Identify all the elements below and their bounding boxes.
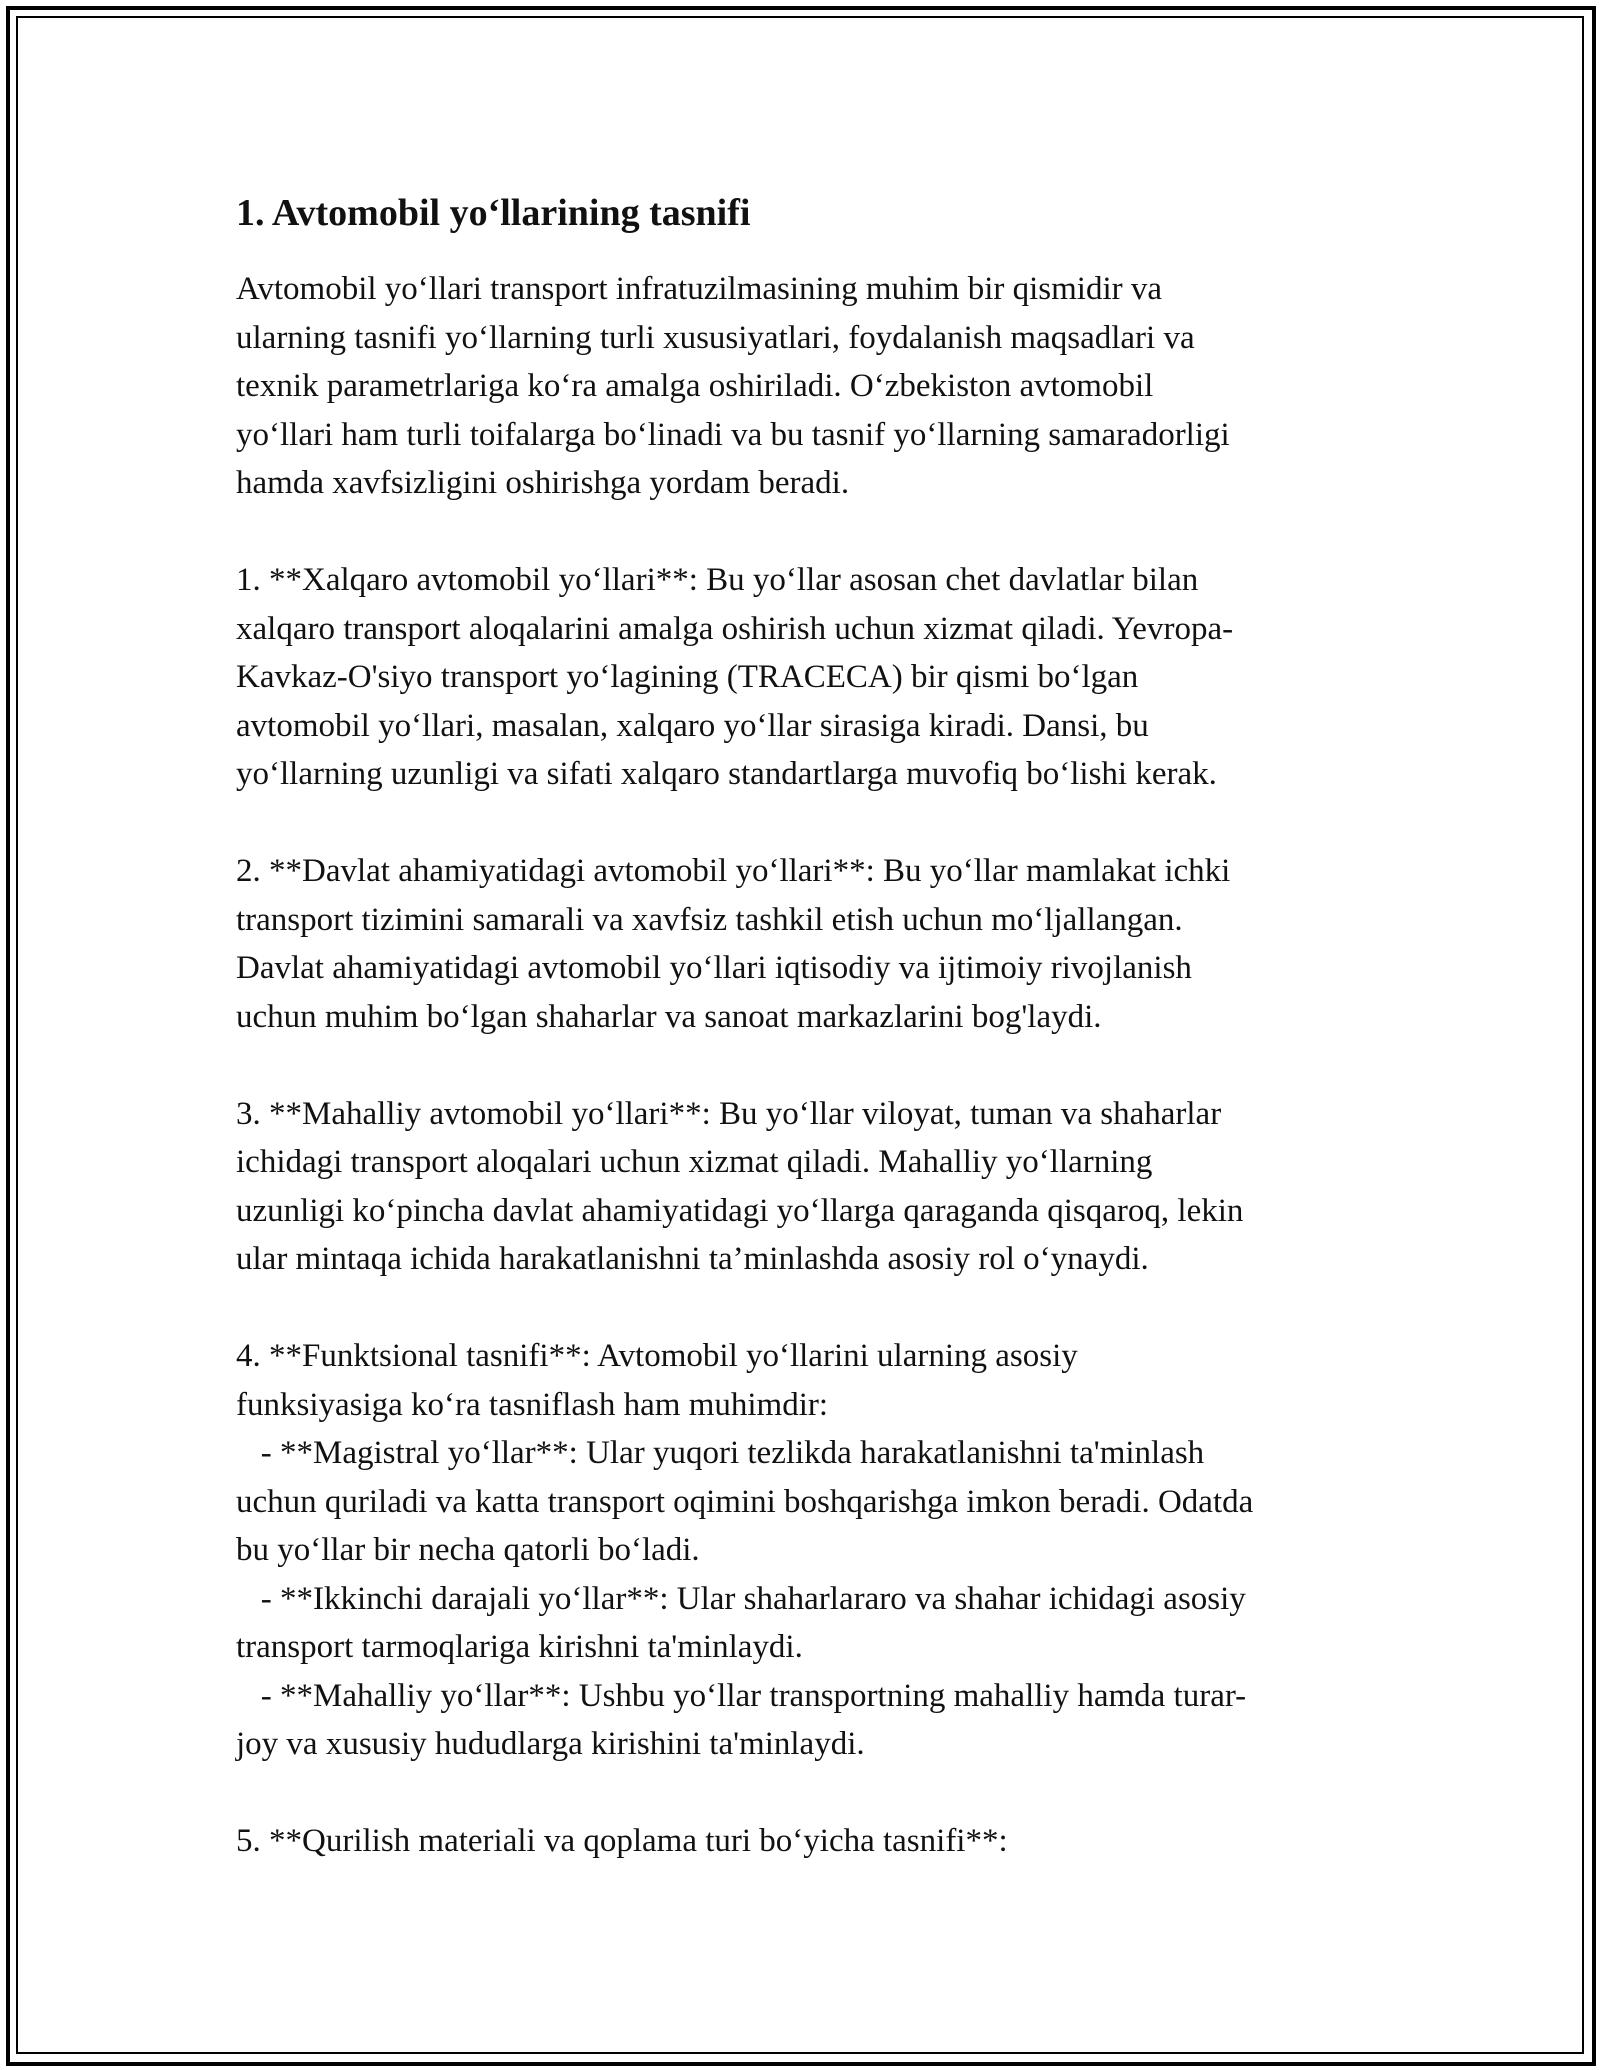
text-line: uchun quriladi va katta transport oqimini boshqarishga imkon beradi. Odatda <box>236 1483 1254 1520</box>
text-line: bu yo‘llar bir necha qatorli bo‘ladi. <box>236 1532 700 1568</box>
text-line: yo‘llari ham turli toifalarga bo‘linadi va bu tasnif yo‘llarning samaradorligi <box>236 416 1230 453</box>
list-item-material-classification <box>236 1817 1376 1866</box>
text-line: ularning tasnifi yo‘llarning turli xususiyatlari, foydalanish maqsadlari va <box>236 319 1195 356</box>
list-item-state-roads <box>236 847 1376 1041</box>
paragraph-gap <box>236 508 1376 557</box>
document-body <box>236 265 1376 1866</box>
text-line: xalqaro transport aloqalarini amalga oshirish uchun xizmat qiladi. Yevropa- <box>236 610 1234 647</box>
paragraph-gap <box>236 1284 1376 1333</box>
text-line: funksiyasiga ko‘ra tasniflash ham muhimdir: <box>236 1386 829 1423</box>
text-line: hamda xavfsizligini oshirishga yordam beradi. <box>236 465 850 501</box>
text-line: 2. **Davlat ahamiyatidagi avtomobil yo‘llari**: Bu yo‘llar mamlakat ichki <box>236 853 1231 889</box>
section-heading: 1. Avtomobil yo‘llarining tasnifi <box>236 192 751 234</box>
text-line: transport tizimini samarali va xavfsiz tashkil etish uchun mo‘ljallangan. <box>236 901 1183 938</box>
text-line: yo‘llarning uzunligi va sifati xalqaro standartlarga muvofiq bo‘lishi kerak. <box>236 756 1217 792</box>
text-line: texnik parametrlariga ko‘ra amalga oshiriladi. O‘zbekiston avtomobil <box>236 368 1154 404</box>
text-line: Avtomobil yo‘llari transport infratuzilmasining muhim bir qismidir va <box>236 271 1162 307</box>
text-line: Davlat ahamiyatidagi avtomobil yo‘llari iqtisodiy va ijtimoiy rivojlanish <box>236 950 1192 986</box>
text-line: avtomobil yo‘llari, masalan, xalqaro yo‘llar sirasiga kiradi. Dansi, bu <box>236 707 1149 744</box>
text-line: Kavkaz-O'siyo transport yo‘lagining (TRACECA) bir qismi bo‘lgan <box>236 659 1139 695</box>
sub-item-line: - **Magistral yo‘llar**: Ular yuqori tezlikda harakatlanishni ta'minlash <box>236 1435 1205 1471</box>
text-line: 3. **Mahalliy avtomobil yo‘llari**: Bu yo‘llar viloyat, tuman va shaharlar <box>236 1095 1222 1132</box>
text-line: uzunligi ko‘pincha davlat ahamiyatidagi yo‘llarga qaraganda qisqaroq, lekin <box>236 1192 1244 1229</box>
list-item-functional-classification <box>236 1332 1376 1769</box>
sub-item-line: - **Ikkinchi darajali yo‘llar**: Ular shaharlararo va shahar ichidagi asosiy <box>236 1580 1246 1617</box>
text-line: ichidagi transport aloqalari uchun xizmat qiladi. Mahalliy yo‘llarning <box>236 1144 1153 1180</box>
document-page <box>236 185 1376 1866</box>
text-line: 1. **Xalqaro avtomobil yo‘llari**: Bu yo‘llar asosan chet davlatlar bilan <box>236 562 1199 598</box>
paragraph-gap <box>236 1769 1376 1818</box>
intro-paragraph <box>236 265 1376 508</box>
text-line: joy va xususiy hududlarga kirishini ta'minlaydi. <box>236 1726 865 1762</box>
list-item-local-roads <box>236 1090 1376 1284</box>
paragraph-gap <box>236 799 1376 848</box>
list-item-international-roads <box>236 556 1376 799</box>
sub-item-line: - **Mahalliy yo‘llar**: Ushbu yo‘llar transportning mahalliy hamda turar- <box>236 1677 1247 1714</box>
paragraph-gap <box>236 1041 1376 1090</box>
text-line: ular mintaqa ichida harakatlanishni ta’minlashda asosiy rol o‘ynaydi. <box>236 1241 1149 1277</box>
text-line: 5. **Qurilish materiali va qoplama turi bo‘yicha tasnifi**: <box>236 1823 1008 1859</box>
text-line: 4. **Funktsional tasnifi**: Avtomobil yo‘llarini ularning asosiy <box>236 1338 1078 1374</box>
text-line: transport tarmoqlariga kirishni ta'minlaydi. <box>236 1629 803 1665</box>
text-line: uchun muhim bo‘lgan shaharlar va sanoat markazlarini bog'laydi. <box>236 998 1102 1035</box>
